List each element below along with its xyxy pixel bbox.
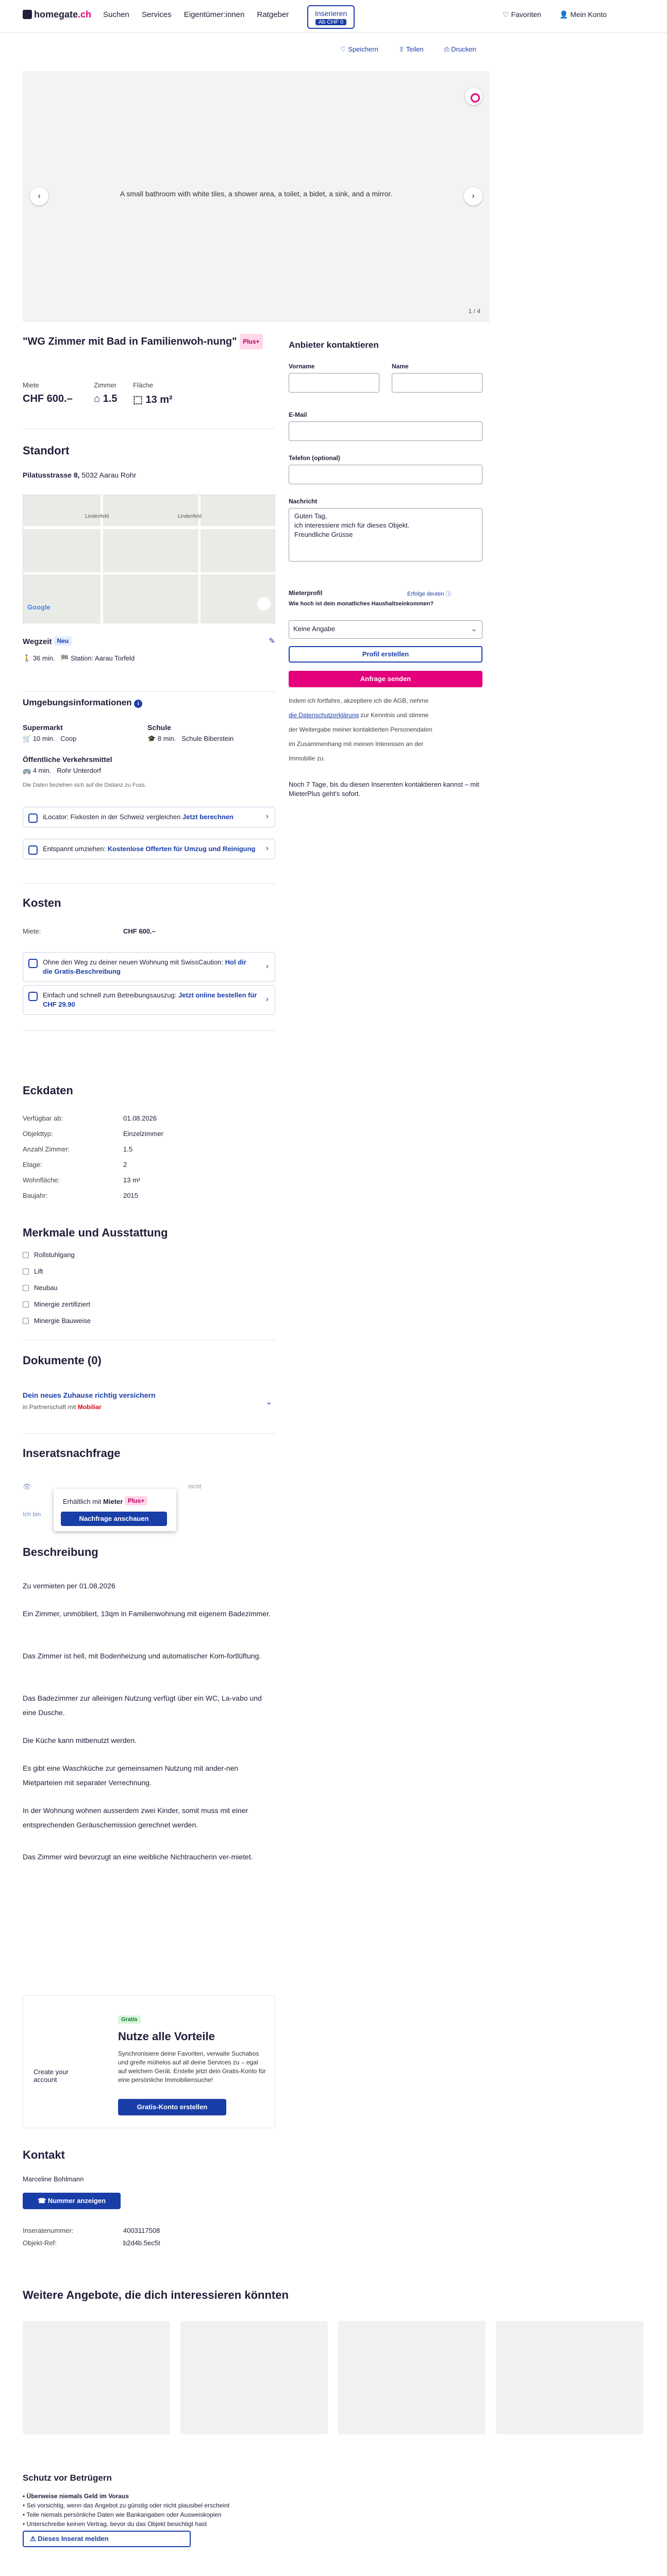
send-request-button[interactable]: Anfrage senden <box>289 671 482 687</box>
account-link[interactable]: 👤 Mein Konto <box>559 10 607 19</box>
tenant-profile-link[interactable]: Erfolge deuten ⓘ <box>407 591 452 597</box>
first-name-input[interactable] <box>289 373 379 393</box>
description-text: Das Badezimmer zur alleinigen Nutzung verfügt über ein WC, La-vabo und eine Dusche. <box>23 1694 262 1717</box>
station-icon: 🏁 <box>60 654 69 662</box>
nav-services[interactable]: Services <box>142 10 172 19</box>
nav-ratgeber[interactable]: Ratgeber <box>257 10 289 19</box>
contact-heading: Kontakt <box>23 2148 65 2161</box>
description-text: Das Zimmer ist hell, mit Bodenheizung und automatischer Kom-fortlüftung. <box>23 1652 261 1660</box>
door-icon: ⌂ <box>94 393 101 404</box>
gallery-image-caption: A small bathroom with white tiles, a shower area, a toilet, a bidet, a sink, and a mirror. <box>120 190 393 198</box>
feature-item: Minergie Bauweise <box>23 1317 91 1325</box>
map-fullscreen-icon[interactable] <box>257 597 271 611</box>
walk-icon: 🚶 <box>23 654 31 662</box>
message-textarea[interactable]: Guten Tag, ich interessiere mich für dieses Objekt. Freundliche Grüsse <box>289 508 482 562</box>
chevron-right-icon: › <box>265 812 269 821</box>
warning-icon: ⚠ <box>30 2535 36 2543</box>
inquiry-upsell-tooltip: Erhältlich mit Mieter Plus+ Nachfrage anschauen <box>54 1489 176 1531</box>
user-icon: 👤 <box>559 10 569 19</box>
privacy-link[interactable]: die Datenschutzerklärung <box>289 711 359 719</box>
main-nav <box>103 10 299 19</box>
address: Pilatusstrasse 8, 5032 Aarau Rohr <box>23 471 137 479</box>
eye-icon: 👁 <box>23 1483 31 1490</box>
create-account-button[interactable]: Gratis-Konto erstellen <box>118 2099 226 2115</box>
gallery-favorite-icon[interactable] <box>465 88 482 105</box>
image-gallery[interactable] <box>23 71 490 322</box>
details-heading: Eckdaten <box>23 1084 73 1097</box>
fraud-heading: Schutz vor Betrügern <box>23 2473 112 2483</box>
chevron-right-icon: › <box>265 995 269 1004</box>
show-number-button[interactable]: ☎ Nummer anzeigen <box>23 2193 121 2209</box>
plus-badge: Plus+ <box>240 334 262 349</box>
wheelchair-icon <box>23 1252 29 1258</box>
documents-heading: Dokumente (0) <box>23 1354 102 1367</box>
costs-heading: Kosten <box>23 896 61 909</box>
document-icon <box>28 992 38 1001</box>
minergie-icon <box>23 1318 29 1324</box>
chevron-right-icon: › <box>265 844 269 853</box>
fraud-tips: • Überweise niemals Geld im Voraus • Sei vorsichtig, wenn das Angebot zu günstig oder nicht plausibel erscheint • Teile niemals persönliche Daten wie Bankangaben oder Ausweiskopien • Unterschreibe keinen Vertrag, bevor du das Objekt besichtigt hast <box>23 2493 230 2528</box>
top-navigation <box>0 0 667 33</box>
info-icon: ⓘ <box>445 591 452 597</box>
school-icon: 🎓 <box>147 735 156 742</box>
similar-listing-placeholder[interactable] <box>180 2321 328 2434</box>
listing-actions <box>340 45 495 54</box>
print-button[interactable]: ⎙ Drucken <box>444 45 476 53</box>
chevron-right-icon: › <box>265 962 269 971</box>
minergie-icon <box>23 1301 29 1308</box>
save-button[interactable]: ♡ Speichern <box>340 45 378 53</box>
inquiry-blurred-content <box>23 1483 31 1491</box>
chevron-down-icon: ⌄ <box>265 1398 272 1406</box>
features-heading: Merkmale und Ausstattung <box>23 1226 168 1239</box>
last-name-input[interactable] <box>392 373 482 393</box>
homegate-logo[interactable]: homegate.ch <box>23 9 91 20</box>
cart-icon: 🛒 <box>23 735 31 742</box>
account-promo: Create your account Gratis Nutze alle Vorteile Synchronisiere deine Favoriten, verwalte Suchabos und greife mühelos auf all deine Services zu – egal auf welchem Gerät. Erstelle jetzt dein Gratis-Konto für eine persönliche Immobiliensuche! Gratis-Konto erstellen <box>23 1995 275 2128</box>
swisscaution-card[interactable]: Ohne den Weg zu deiner neuen Wohnung mit SwissCaution: Hol dir die Gratis-Beschreibung › <box>23 952 275 982</box>
contact-form: Anbieter kontaktieren Vorname Name E-Mail Telefon (optional) Nachricht Guten Tag, ich interessiere mich für dieses Objekt. Freundliche Grüsse Mieterprofil Erfolge deuten ⓘ Wie hoch ist dein monatliches Haushaltseinkommen? Keine Angabe ⌄ Profil erstellen Anfrage senden Indem ich fortfahre, akzeptiere ich die AGB, nehme die Datenschutzerklärung zur Kenntnis und stimme der Weitergabe meiner kontaktierten Personendaten im Zusammenhang mit meinen Interessen an der Immobilie zu. Noch 7 Tage, bis du diesen Inserenten kontaktieren kannst – mit MieterPlus geht's sofort. <box>289 335 490 814</box>
income-select[interactable]: Keine Angabe ⌄ <box>289 620 482 639</box>
description-text: Ein Zimmer, unmöbliert, 13qm in Familienwohnung mit eigenem Badezimmer. <box>23 1609 271 1618</box>
gallery-prev-button[interactable]: ‹ <box>30 187 48 206</box>
rent-fact: Miete CHF 600.– <box>23 381 73 404</box>
description-text: Die Küche kann mitbenutzt werden. <box>23 1736 137 1744</box>
area-fact: Fläche ⬚ 13 m² <box>133 381 173 405</box>
google-logo: Google <box>27 603 51 611</box>
nav-eigentuemer[interactable]: Eigentümer:innen <box>184 10 245 19</box>
contact-name: Marceline Bohlmann <box>23 2175 84 2183</box>
info-icon[interactable]: i <box>134 700 142 708</box>
gallery-next-button[interactable]: › <box>464 187 482 206</box>
feature-item: Lift <box>23 1267 43 1275</box>
description-text: In der Wohnung wohnen ausserdem zwei Kinder, somit muss mit einer entsprechenden Geräuschemission gerechnet werden. <box>23 1806 248 1829</box>
email-input[interactable] <box>289 421 482 441</box>
mobiliar-logo: Mobiliar <box>77 1403 102 1411</box>
description-text: Es gibt eine Waschküche zur gemeinsamen Nutzung mit ander-nen Mietparteien mit separater Verrechnung. <box>23 1764 239 1787</box>
create-profile-button[interactable]: Profil erstellen <box>289 646 482 663</box>
travel-time-section: Wegzeit Neu ✎ 🚶 36 min. 🏁 Station: Aarau Torfeld <box>23 637 275 662</box>
legal-notice: Indem ich fortfahre, akzeptiere ich die AGB, nehme die Datenschutzerklärung zur Kenntnis und stimme der Weitergabe meiner kontaktierten Personendaten im Zusammenhang mit meinen Interessen an der Immobilie zu. <box>289 697 432 762</box>
location-heading: Standort <box>23 444 70 457</box>
moving-card[interactable]: Entspannt umziehen: Kostenlose Offerten für Umzug und Reinigung › <box>23 839 275 859</box>
inquiry-heading: Inseratsnachfrage <box>23 1447 121 1460</box>
similar-listing-placeholder[interactable] <box>23 2321 170 2434</box>
similar-heading: Weitere Angebote, die dich interessieren könnten <box>23 2289 289 2301</box>
description-text: Das Zimmer wird bevorzugt an eine weibliche Nichtraucherin ver-mietet. <box>23 1853 253 1861</box>
chevron-down-icon: ⌄ <box>471 625 477 633</box>
insert-button[interactable]: Inserieren Ab CHF 0 <box>307 5 355 29</box>
description-heading: Beschreibung <box>23 1546 98 1558</box>
free-badge: Gratis <box>118 2015 141 2024</box>
similar-listing-placeholder[interactable] <box>338 2321 486 2434</box>
feature-item: Minergie zertifiziert <box>23 1300 90 1308</box>
building-icon <box>23 1285 29 1291</box>
phone-icon: ☎ <box>38 2197 46 2205</box>
ilocator-card[interactable]: iLocator: Fixkosten in der Schweiz vergleichen Jetzt berechnen › <box>23 807 275 827</box>
bus-icon: 🚌 <box>23 767 31 774</box>
debt-register-card[interactable]: Einfach und schnell zum Betreibungsauszug: Jetzt online bestellen für CHF 29.90 › <box>23 985 275 1015</box>
gallery-counter: 1 / 4 <box>468 308 480 315</box>
share-button[interactable]: ⇪ Teilen <box>398 45 424 53</box>
favorites-link[interactable]: ♡ Favoriten <box>503 10 541 19</box>
heart-icon: ♡ <box>503 10 509 19</box>
description-text: Zu vermieten per 01.08.2026 <box>23 1582 115 1590</box>
location-map[interactable]: Lindenfeld Lindenfeld Google <box>23 495 275 623</box>
lift-icon <box>23 1268 29 1275</box>
truck-icon <box>28 845 38 855</box>
insurance-promo[interactable]: Dein neues Zuhause richtig versichern in Partnerschaft mit Mobiliar ⌄ <box>23 1391 272 1411</box>
phone-input[interactable] <box>289 465 482 484</box>
listing-title: "WG Zimmer mit Bad in Familienwoh-nung" Plus+ <box>23 334 270 349</box>
view-inquiry-button[interactable]: Nachfrage anschauen <box>61 1512 167 1526</box>
calculator-icon <box>28 814 38 823</box>
shield-icon <box>28 959 38 968</box>
contact-wait-note: Noch 7 Tage, bis du diesen Inserenten kontaktieren kannst – mit MieterPlus geht's sofort. <box>289 781 479 798</box>
feature-item: Neubau <box>23 1284 58 1292</box>
report-listing-button[interactable]: ⚠ Dieses Inserat melden <box>23 2531 191 2547</box>
edit-icon[interactable]: ✎ <box>269 637 275 646</box>
similar-listing-placeholder[interactable] <box>496 2321 643 2434</box>
area-icon: ⬚ <box>133 394 143 405</box>
nav-suchen[interactable]: Suchen <box>103 10 129 19</box>
feature-item: Rollstuhlgang <box>23 1251 75 1259</box>
rooms-fact: Zimmer ⌂ 1.5 <box>94 381 118 404</box>
